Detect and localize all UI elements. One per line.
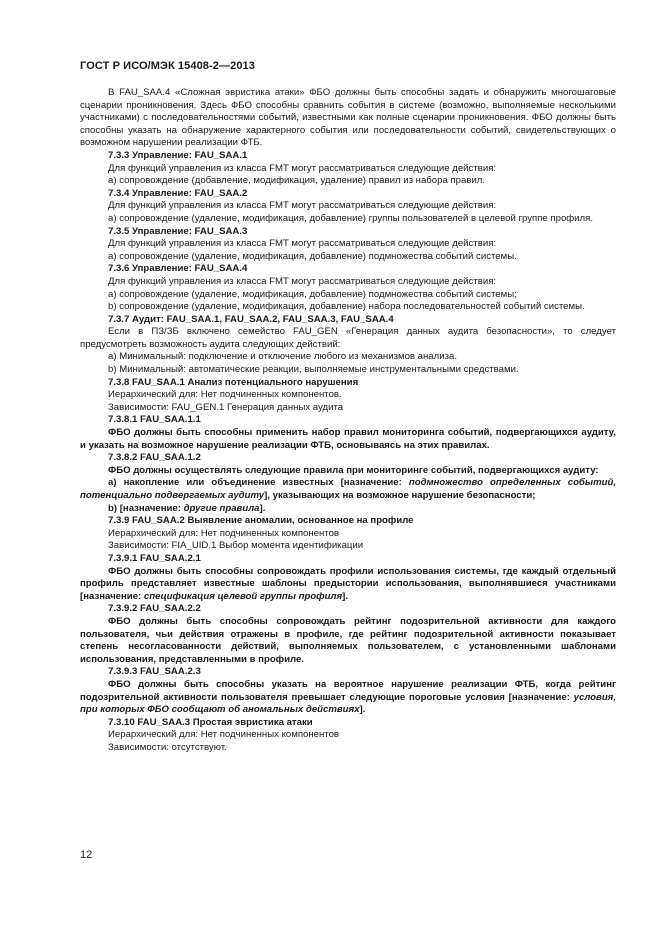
paragraph: В FAU_SAA.4 «Сложная эвристика атаки» ФБО должны быть способны задать и обнаружить многошаговые сценарии проникновения. Здесь ФБО способны сравнить события в системе (возможно, выполняемые несколькими участниками) с последовательностями событий, известными как полные сценарии проникновения. ФБО должны быть способны указать на обнаружение характерного события или последовательности событий, свидетельствующих о возможном нарушении реализации ФТБ. bbox=[80, 87, 616, 149]
text-run: ]. bbox=[342, 590, 349, 602]
document-header: ГОСТ Р ИСО/МЭК 15408-2—2013 bbox=[80, 60, 255, 72]
list-item: а) сопровождение (добавление, модификация, удаление) правил из набора правил. bbox=[108, 175, 486, 187]
hierarchy-line: Иерархический для: Нет подчиненных компонентов bbox=[108, 527, 340, 539]
section-heading: 7.3.10 FAU_SAA.3 Простая эвристика атаки bbox=[108, 716, 313, 728]
element-heading: 7.3.8.1 FAU_SAA.1.1 bbox=[108, 414, 201, 426]
text-run: ], указывающих на возможное нарушение безопасности; bbox=[264, 490, 536, 501]
text-run: а) накопление или объединение известных [назначение: bbox=[108, 477, 409, 489]
list-item: а) Минимальный: подключение и отключение любого из механизмов анализа. bbox=[108, 351, 457, 363]
element-heading: 7.3.9.2 FAU_SAA.2.2 bbox=[108, 603, 201, 615]
element-heading: 7.3.9.1 FAU_SAA.2.1 bbox=[108, 552, 201, 564]
list-item: b) сопровождение (удаление, модификация, добавление) набора последовательностей событий системы. bbox=[108, 301, 585, 313]
list-item: а) сопровождение (удаление, модификация, добавление) подмножества событий системы. bbox=[108, 250, 517, 262]
requirement-list-item bbox=[80, 477, 616, 502]
section-heading: 7.3.4 Управление: FAU_SAA.2 bbox=[108, 187, 248, 199]
page-number: 12 bbox=[80, 849, 93, 861]
text-run: ]. bbox=[359, 704, 366, 716]
paragraph: Для функций управления из класса FMT могут рассматриваться следующие действия: bbox=[108, 162, 497, 174]
element-heading: 7.3.8.2 FAU_SAA.1.2 bbox=[108, 452, 201, 464]
paragraph: Для функций управления из класса FMT могут рассматриваться следующие действия: bbox=[108, 238, 497, 250]
dependency-line: Зависимости: отсутствуют. bbox=[108, 741, 227, 753]
section-heading: 7.3.8 FAU_SAA.1 Анализ потенциального нарушения bbox=[108, 376, 359, 388]
requirement-list-item bbox=[80, 503, 616, 516]
assignment-text: подмножество определенных событий, потенциально подвергаемых аудиту bbox=[80, 477, 616, 501]
text-run: ]. bbox=[259, 502, 266, 514]
assignment-text: другие правила bbox=[183, 502, 260, 514]
paragraph: Для функций управления из класса FMT могут рассматриваться следующие действия: bbox=[108, 200, 497, 212]
requirement-text: ФБО должны осуществлять следующие правила при мониторинге событий, подвергающихся аудиту: bbox=[108, 464, 599, 476]
section-heading: 7.3.7 Аудит: FAU_SAA.1, FAU_SAA.2, FAU_SAA.3, FAU_SAA.4 bbox=[108, 313, 394, 325]
requirement-text bbox=[80, 679, 616, 717]
assignment-text: спецификация целевой группы профиля bbox=[143, 590, 343, 602]
requirement-text: ФБО должны быть способны применить набор правил мониторинга событий, подвергающихся аудиту, и указать на возможное нарушение реализации ФТБ, основываясь на этих правилах. bbox=[80, 427, 616, 451]
text-run: b) [назначение: bbox=[108, 502, 184, 514]
text-run: ФБО должны быть способны сопровождать профили использования системы, где каждый отдельный профиль представляет известные шаблоны предыстории использования, выполнявшиеся участниками [назначение: bbox=[80, 565, 616, 602]
dependency-line: Зависимости: FIA_UID.1 Выбор момента идентификации bbox=[108, 540, 364, 552]
paragraph: Для функций управления из класса FMT могут рассматриваться следующие действия: bbox=[108, 275, 497, 287]
list-item: а) сопровождение (удаление, модификация, добавление) группы пользователей в целевой группе профиля. bbox=[108, 212, 593, 224]
list-item: b) Минимальный: автоматические реакции, выполняемые инструментальными средствами. bbox=[108, 364, 519, 376]
requirement-text: ФБО должны быть способны сопровождать рейтинг подозрительной активности для каждого пользователя, чьи действия отражены в профиле, где рейтинг подозрительной активности показывает степень несогласованности действий, выполняемых пользователем, с установленными шаблонами использования, представленными в профиле. bbox=[80, 615, 616, 665]
list-item: а) сопровождение (удаление, модификация, добавление) подмножества событий системы; bbox=[108, 288, 517, 300]
section-heading: 7.3.3 Управление: FAU_SAA.1 bbox=[108, 149, 248, 161]
section-heading: 7.3.5 Управление: FAU_SAA.3 bbox=[108, 225, 248, 237]
dependency-line: Зависимости: FAU_GEN.1 Генерация данных аудита bbox=[108, 401, 344, 413]
page-body bbox=[80, 87, 616, 754]
element-heading: 7.3.9.3 FAU_SAA.2.3 bbox=[108, 666, 201, 678]
section-heading: 7.3.6 Управление: FAU_SAA.4 bbox=[108, 263, 248, 275]
hierarchy-line: Иерархический для: Нет подчиненных компонентов bbox=[108, 729, 340, 741]
assignment-text: условия, при которых ФБО сообщают об аномальных действиях bbox=[80, 691, 616, 716]
hierarchy-line: Иерархический для: Нет подчиненных компонентов. bbox=[108, 389, 342, 401]
paragraph: Если в ПЗ/ЗБ включено семейство FAU_GEN «Генерация данных аудита безопасности», то следует предусмотреть возможность аудита следующих действий: bbox=[80, 326, 616, 350]
section-heading: 7.3.9 FAU_SAA.2 Выявление аномалии, основанное на профиле bbox=[108, 515, 414, 527]
text-run: ФБО должны быть способны указать на вероятное нарушение реализации ФТБ, когда рейтинг подозрительной активности пользователя превышает следующие пороговые условия [назначение: bbox=[80, 678, 616, 703]
requirement-text bbox=[80, 566, 616, 604]
